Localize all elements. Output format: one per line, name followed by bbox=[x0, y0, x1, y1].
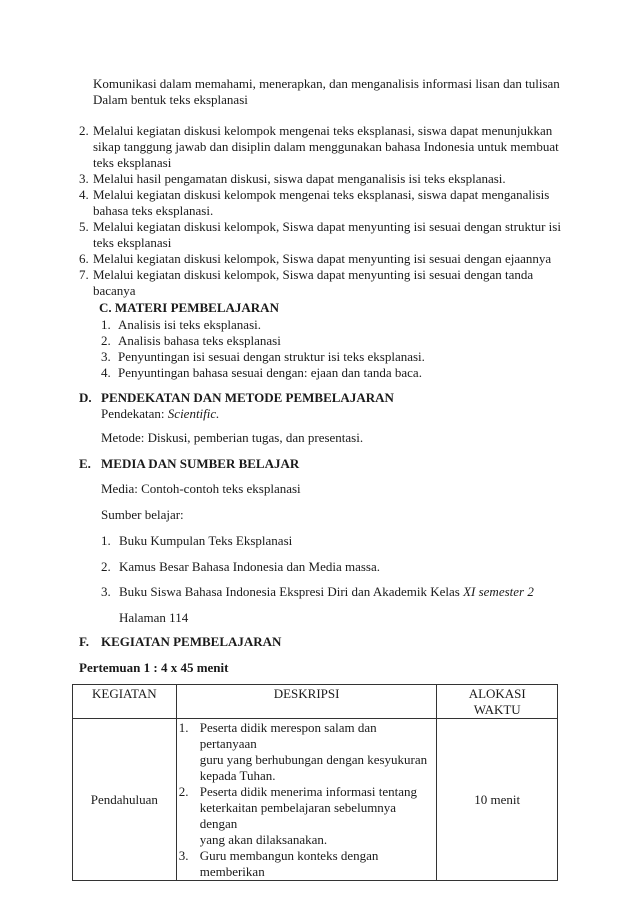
list-item-line: Guru membangun konteks dengan memberikan bbox=[199, 848, 379, 879]
header-alokasi-line-1: ALOKASI bbox=[468, 686, 526, 701]
materi-number: 1. bbox=[101, 317, 111, 332]
sumber-item: Kamus Besar Bahasa Indonesia dan Media massa. bbox=[119, 559, 381, 574]
objective-number: 2. bbox=[79, 123, 89, 138]
list-item-line: keterkaitan pembelajaran sebelumnya dengan bbox=[199, 800, 397, 831]
list-item bbox=[177, 784, 437, 848]
pertemuan-line: Pertemuan 1 : 4 x 45 menit bbox=[79, 660, 229, 675]
list-item-number: 2. bbox=[178, 784, 189, 799]
cell-alokasi: 10 menit bbox=[437, 719, 558, 881]
deskripsi-list bbox=[177, 720, 437, 880]
header-deskripsi: DESKRIPSI bbox=[176, 685, 437, 719]
section-e-heading: MEDIA DAN SUMBER BELAJAR bbox=[101, 456, 300, 471]
sumber-label: Sumber belajar: bbox=[101, 507, 184, 522]
list-item bbox=[177, 720, 437, 784]
section-f-label: F. bbox=[79, 634, 89, 649]
sumber-item: Buku Kumpulan Teks Eksplanasi bbox=[119, 533, 293, 548]
list-item bbox=[177, 848, 437, 880]
halaman-line: Halaman 114 bbox=[119, 610, 189, 625]
kegiatan-table bbox=[72, 684, 558, 881]
sumber-item-text: Buku Siswa Bahasa Indonesia Ekspresi Diri dan Akademik Kelas bbox=[119, 584, 464, 599]
objective-text: Melalui kegiatan diskusi kelompok, Siswa dapat menyunting isi sesuai dengan tanda bbox=[93, 267, 534, 282]
list-item-line: Peserta didik menerima informasi tentang bbox=[199, 784, 418, 799]
header-kegiatan: KEGIATAN bbox=[73, 685, 177, 719]
section-f-heading: KEGIATAN PEMBELAJARAN bbox=[101, 634, 282, 649]
materi-item: Analisis isi teks eksplanasi. bbox=[118, 317, 261, 332]
materi-item: Analisis bahasa teks eksplanasi bbox=[118, 333, 281, 348]
list-item-line: yang akan dilaksanakan. bbox=[199, 832, 328, 847]
header-alokasi-line-2: WAKTU bbox=[473, 702, 521, 717]
intro-line-2: Dalam bentuk teks eksplanasi bbox=[93, 92, 248, 107]
sumber-item-3 bbox=[119, 584, 534, 600]
objective-text: teks eksplanasi bbox=[93, 235, 172, 250]
objective-number: 4. bbox=[79, 187, 89, 202]
objective-text: sikap tanggung jawab dan disiplin dalam menggunakan bahasa Indonesia untuk membuat bbox=[93, 139, 559, 154]
objective-text: bacanya bbox=[93, 283, 136, 298]
objective-number: 6. bbox=[79, 251, 89, 266]
table-header-row bbox=[73, 685, 558, 719]
objective-text: Melalui kegiatan diskusi kelompok mengenai teks eksplanasi, siswa dapat menganalisis bbox=[93, 187, 550, 202]
table-row bbox=[73, 719, 558, 881]
list-item-line: guru yang berhubungan dengan kesyukuran bbox=[199, 752, 428, 767]
materi-number: 2. bbox=[101, 333, 111, 348]
pendekatan-line bbox=[101, 406, 219, 422]
header-alokasi bbox=[437, 685, 558, 719]
section-e-label: E. bbox=[79, 456, 91, 471]
section-d-heading: PENDEKATAN DAN METODE PEMBELAJARAN bbox=[101, 390, 394, 405]
list-item-line: Peserta didik merespon salam dan pertanyaan bbox=[199, 720, 377, 751]
objective-text: bahasa teks eksplanasi. bbox=[93, 203, 214, 218]
sumber-number: 3. bbox=[101, 584, 111, 599]
list-item-number: 1. bbox=[178, 720, 189, 735]
materi-number: 4. bbox=[101, 365, 111, 380]
objective-number: 7. bbox=[79, 267, 89, 282]
cell-deskripsi bbox=[176, 719, 437, 881]
list-item-line: kepada Tuhan. bbox=[199, 768, 276, 783]
pendekatan-label: Pendekatan: bbox=[101, 406, 168, 421]
objective-text: Melalui kegiatan diskusi kelompok, Siswa dapat menyunting isi sesuai dengan ejaannya bbox=[93, 251, 552, 266]
metode-line: Metode: Diskusi, pemberian tugas, dan presentasi. bbox=[101, 430, 364, 445]
sumber-number: 2. bbox=[101, 559, 111, 574]
materi-number: 3. bbox=[101, 349, 111, 364]
objective-number: 5. bbox=[79, 219, 89, 234]
objective-text: Melalui kegiatan diskusi kelompok, Siswa dapat menyunting isi sesuai dengan struktur isi bbox=[93, 219, 561, 234]
section-c-heading: C. MATERI PEMBELAJARAN bbox=[99, 300, 279, 315]
materi-item: Penyuntingan isi sesuai dengan struktur isi teks eksplanasi. bbox=[118, 349, 425, 364]
pendekatan-value: Scientific. bbox=[167, 406, 220, 421]
objective-number: 3. bbox=[79, 171, 89, 186]
media-line: Media: Contoh-contoh teks eksplanasi bbox=[101, 481, 301, 496]
objective-text: teks eksplanasi bbox=[93, 155, 172, 170]
list-item-number: 3. bbox=[178, 848, 189, 863]
materi-item: Penyuntingan bahasa sesuai dengan: ejaan dan tanda baca. bbox=[118, 365, 422, 380]
intro-line-1: Komunikasi dalam memahami, menerapkan, dan menganalisis informasi lisan dan tulisan bbox=[93, 76, 560, 91]
sumber-item-italic: XI semester 2 bbox=[463, 584, 534, 599]
sumber-number: 1. bbox=[101, 533, 111, 548]
objective-text: Melalui hasil pengamatan diskusi, siswa dapat menganalisis isi teks eksplanasi. bbox=[93, 171, 506, 186]
section-d-label: D. bbox=[79, 390, 92, 405]
objective-text: Melalui kegiatan diskusi kelompok mengenai teks eksplanasi, siswa dapat menunjukkan bbox=[93, 123, 553, 138]
cell-kegiatan: Pendahuluan bbox=[73, 719, 177, 881]
